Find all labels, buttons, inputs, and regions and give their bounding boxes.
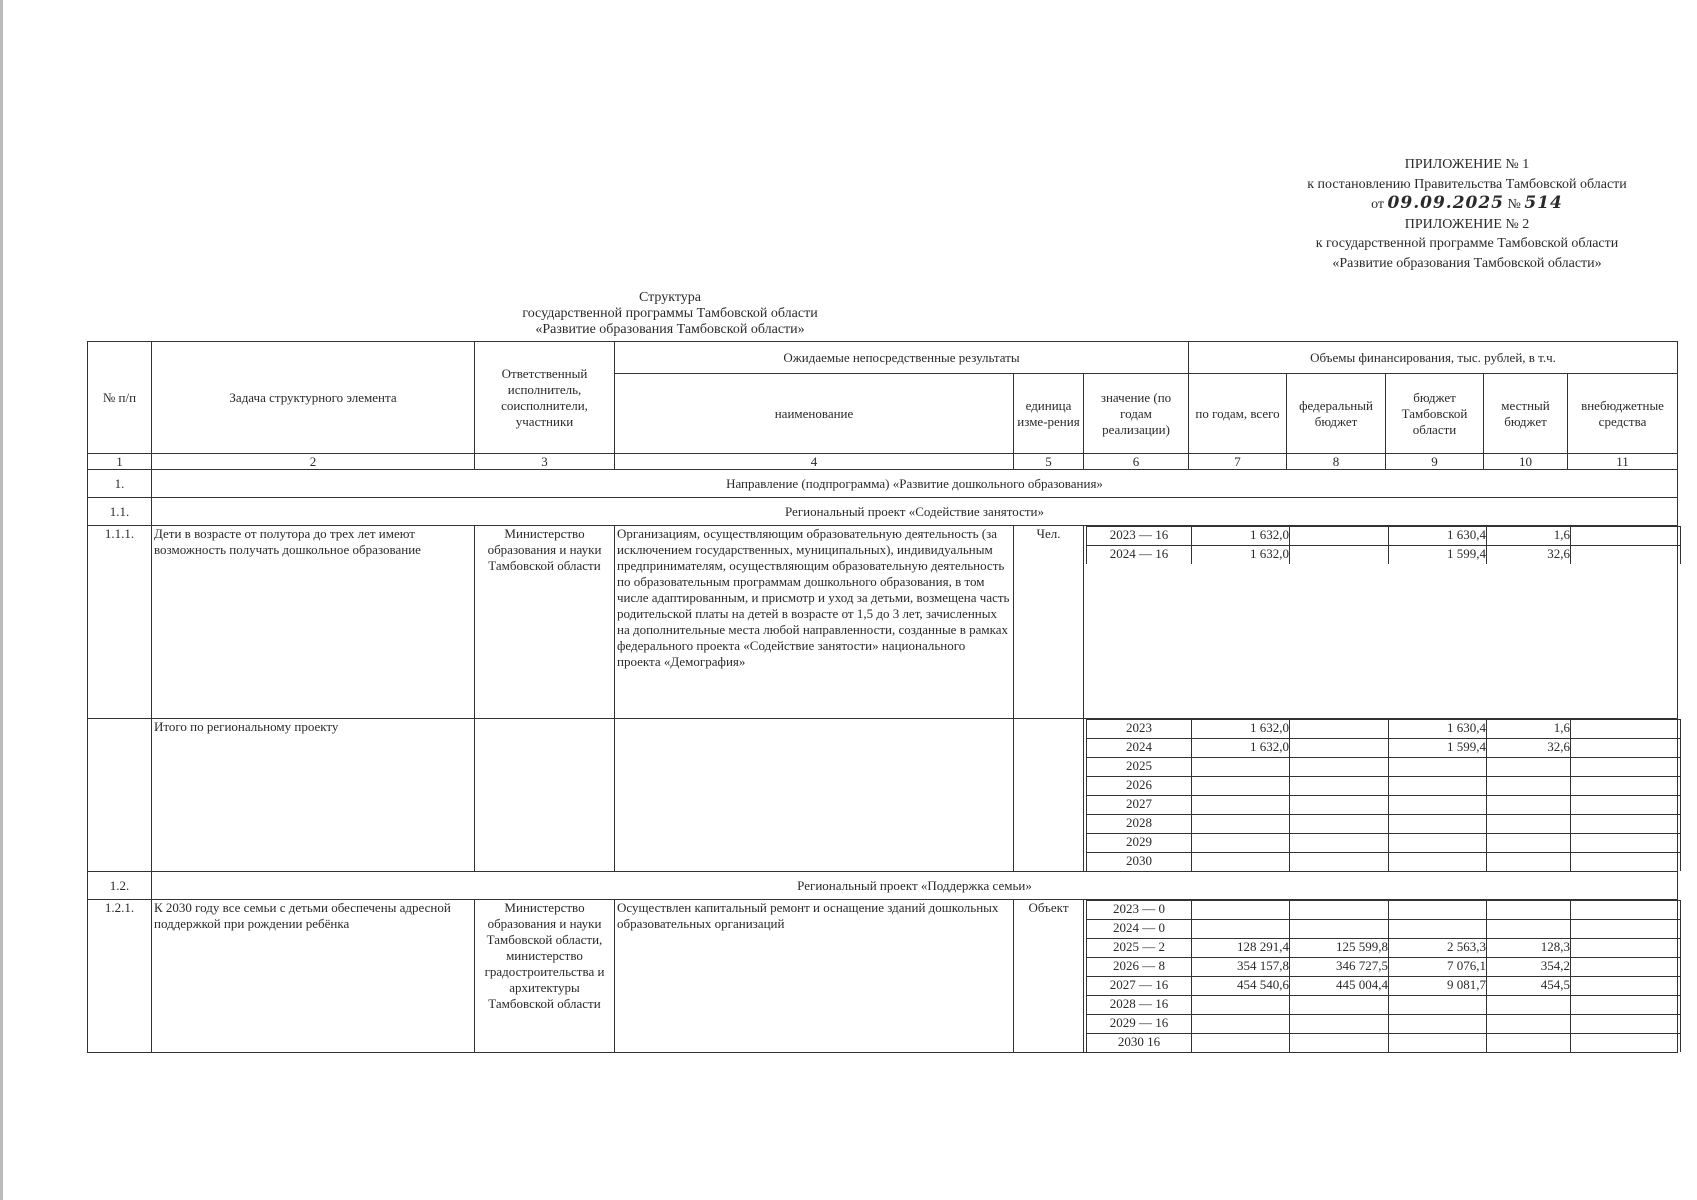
- col-header-total: по годам, всего: [1189, 374, 1287, 454]
- col-header-name: наименование: [615, 374, 1014, 454]
- year-regional: 7 076,1: [1389, 958, 1487, 977]
- year-value: 2026: [1087, 777, 1192, 796]
- row-num: 1.1.1.: [88, 526, 152, 719]
- title-line-3: «Развитие образования Тамбовской области»: [535, 322, 805, 337]
- year-regional: 9 081,7: [1389, 977, 1487, 996]
- year-total: [1192, 1034, 1290, 1053]
- year-value: 2030: [1087, 853, 1192, 872]
- project-title: Региональный проект «Поддержка семьи»: [152, 872, 1678, 900]
- year-extra: [1571, 739, 1681, 758]
- scan-edge: [0, 0, 3, 1200]
- row-total-label: Итого по региональному проекту: [152, 719, 475, 872]
- year-row: [1087, 834, 1681, 853]
- col-header-value: значение (по годам реализации): [1084, 374, 1189, 454]
- title-line-2: государственной программы Тамбовской области: [522, 306, 818, 321]
- col-number: 6: [1084, 454, 1189, 470]
- year-federal: [1290, 720, 1389, 739]
- year-federal: [1290, 853, 1389, 872]
- year-regional: [1389, 758, 1487, 777]
- year-local: 128,3: [1487, 939, 1571, 958]
- row-result: Осуществлен капитальный ремонт и оснащение зданий дошкольных образовательных организаций: [615, 900, 1014, 1053]
- year-row: [1087, 939, 1681, 958]
- year-regional: [1389, 834, 1487, 853]
- year-regional: [1389, 796, 1487, 815]
- year-value: 2024 — 0: [1087, 920, 1192, 939]
- year-total: [1192, 996, 1290, 1015]
- year-total: [1192, 901, 1290, 920]
- row-unit: [1014, 719, 1084, 872]
- year-extra: [1571, 720, 1681, 739]
- year-federal: [1290, 546, 1389, 565]
- years-table: [1086, 719, 1681, 871]
- col-header-regional: бюджет Тамбовской области: [1386, 374, 1484, 454]
- year-row: [1087, 901, 1681, 920]
- year-extra: [1571, 758, 1681, 777]
- year-extra: [1571, 834, 1681, 853]
- year-value: 2024: [1087, 739, 1192, 758]
- year-regional: [1389, 901, 1487, 920]
- year-value: 2028: [1087, 815, 1192, 834]
- year-federal: 125 599,8: [1290, 939, 1389, 958]
- year-row: [1087, 1015, 1681, 1034]
- year-value: 2027 — 16: [1087, 977, 1192, 996]
- document-title: [0, 290, 1340, 338]
- year-local: [1487, 1034, 1571, 1053]
- number-label: №: [1507, 197, 1521, 212]
- year-row: [1087, 815, 1681, 834]
- year-local: [1487, 777, 1571, 796]
- year-federal: [1290, 815, 1389, 834]
- year-row: [1087, 739, 1681, 758]
- year-extra: [1571, 920, 1681, 939]
- year-local: 1,6: [1487, 527, 1571, 546]
- year-total: 354 157,8: [1192, 958, 1290, 977]
- col-number: 11: [1568, 454, 1678, 470]
- year-row: [1087, 527, 1681, 546]
- section-num: 1.: [88, 470, 152, 498]
- year-extra: [1571, 815, 1681, 834]
- col-header-num: № п/п: [88, 342, 152, 454]
- year-value: 2029: [1087, 834, 1192, 853]
- year-extra: [1571, 527, 1681, 546]
- year-value: 2023 — 0: [1087, 901, 1192, 920]
- year-local: 32,6: [1487, 546, 1571, 565]
- year-regional: [1389, 815, 1487, 834]
- table-row-total: [88, 719, 1678, 872]
- year-local: [1487, 996, 1571, 1015]
- structure-table: [87, 341, 1678, 1053]
- year-federal: [1290, 777, 1389, 796]
- appendix-2-program: «Развитие образования Тамбовской области»: [1332, 255, 1602, 271]
- year-regional: 1 599,4: [1389, 739, 1487, 758]
- year-row: [1087, 777, 1681, 796]
- year-local: 1,6: [1487, 720, 1571, 739]
- years-table: [1086, 900, 1681, 1052]
- year-extra: [1571, 1034, 1681, 1053]
- year-total: 454 540,6: [1192, 977, 1290, 996]
- row-responsible: [475, 719, 615, 872]
- col-number: 8: [1287, 454, 1386, 470]
- year-federal: [1290, 996, 1389, 1015]
- year-value: 2023: [1087, 720, 1192, 739]
- col-header-unit: единица изме-рения: [1014, 374, 1084, 454]
- year-federal: [1290, 834, 1389, 853]
- year-extra: [1571, 777, 1681, 796]
- title-line-1: Структура: [638, 290, 702, 305]
- year-row: [1087, 853, 1681, 872]
- col-number: 3: [475, 454, 615, 470]
- row-years-block: [1084, 719, 1678, 872]
- project-row: [88, 498, 1678, 526]
- year-value: 2023 — 16: [1087, 527, 1192, 546]
- appendix-1-ref: к постановлению Правительства Тамбовской области: [1307, 176, 1627, 192]
- year-value: 2024 — 16: [1087, 546, 1192, 565]
- year-total: 1 632,0: [1192, 546, 1290, 565]
- year-value: 2029 — 16: [1087, 1015, 1192, 1034]
- year-regional: [1389, 996, 1487, 1015]
- year-total: 1 632,0: [1192, 739, 1290, 758]
- col-number: 1: [88, 454, 152, 470]
- year-extra: [1571, 977, 1681, 996]
- year-local: 354,2: [1487, 958, 1571, 977]
- row-task: Дети в возрасте от полутора до трех лет имеют возможность получать дошкольное образование: [152, 526, 475, 719]
- appendix-1-date-line: [1257, 194, 1677, 215]
- col-header-responsible: Ответственный исполнитель, соисполнители, участники: [475, 342, 615, 454]
- year-total: [1192, 853, 1290, 872]
- years-table: [1086, 526, 1681, 564]
- year-extra: [1571, 1015, 1681, 1034]
- col-number: 7: [1189, 454, 1287, 470]
- year-row: [1087, 720, 1681, 739]
- year-local: [1487, 901, 1571, 920]
- year-total: [1192, 777, 1290, 796]
- year-row: [1087, 920, 1681, 939]
- year-row: [1087, 977, 1681, 996]
- col-header-results: Ожидаемые непосредственные результаты: [615, 342, 1189, 374]
- row-unit: Чел.: [1014, 526, 1084, 719]
- year-total: 1 632,0: [1192, 720, 1290, 739]
- year-row: [1087, 546, 1681, 565]
- year-regional: 1 630,4: [1389, 720, 1487, 739]
- row-responsible: Министерство образования и науки Тамбовской области: [475, 526, 615, 719]
- year-value: 2025 — 2: [1087, 939, 1192, 958]
- year-value: 2030 16: [1087, 1034, 1192, 1053]
- project-title: Региональный проект «Содействие занятости»: [152, 498, 1678, 526]
- year-row: [1087, 796, 1681, 815]
- row-years-block: [1084, 526, 1678, 719]
- col-header-funding: Объемы финансирования, тыс. рублей, в т.ч.: [1189, 342, 1678, 374]
- handwritten-number: 514: [1524, 193, 1563, 213]
- project-num: 1.1.: [88, 498, 152, 526]
- year-local: [1487, 815, 1571, 834]
- col-number: 5: [1014, 454, 1084, 470]
- year-regional: [1389, 853, 1487, 872]
- year-federal: [1290, 739, 1389, 758]
- year-federal: [1290, 1015, 1389, 1034]
- year-total: [1192, 815, 1290, 834]
- year-local: [1487, 834, 1571, 853]
- section-row: [88, 470, 1678, 498]
- date-prefix: от: [1371, 197, 1385, 212]
- row-responsible: Министерство образования и науки Тамбовской области, министерство градостроительства и архитектуры Тамбовской области: [475, 900, 615, 1053]
- year-total: 128 291,4: [1192, 939, 1290, 958]
- year-federal: [1290, 1034, 1389, 1053]
- year-extra: [1571, 546, 1681, 565]
- year-federal: [1290, 796, 1389, 815]
- year-federal: 346 727,5: [1290, 958, 1389, 977]
- year-total: [1192, 834, 1290, 853]
- row-unit: Объект: [1014, 900, 1084, 1053]
- year-row: [1087, 958, 1681, 977]
- col-header-local: местный бюджет: [1484, 374, 1568, 454]
- year-local: [1487, 758, 1571, 777]
- col-number: 4: [615, 454, 1014, 470]
- appendix-2-title: ПРИЛОЖЕНИЕ № 2: [1404, 216, 1530, 232]
- year-extra: [1571, 939, 1681, 958]
- appendix-1-title: ПРИЛОЖЕНИЕ № 1: [1404, 157, 1530, 172]
- year-federal: [1290, 901, 1389, 920]
- table-row: [88, 900, 1678, 1053]
- year-local: [1487, 920, 1571, 939]
- year-federal: [1290, 758, 1389, 777]
- year-federal: [1290, 527, 1389, 546]
- year-extra: [1571, 996, 1681, 1015]
- year-value: 2025: [1087, 758, 1192, 777]
- col-number: 10: [1484, 454, 1568, 470]
- year-regional: 1 599,4: [1389, 546, 1487, 565]
- year-row: [1087, 1034, 1681, 1053]
- handwritten-date: 09.09.2025: [1387, 193, 1505, 213]
- year-regional: [1389, 920, 1487, 939]
- column-numbers-row: [88, 454, 1678, 470]
- year-total: [1192, 796, 1290, 815]
- year-regional: [1389, 777, 1487, 796]
- year-total: [1192, 758, 1290, 777]
- col-header-task: Задача структурного элемента: [152, 342, 475, 454]
- appendix-2-ref: к государственной программе Тамбовской области: [1315, 236, 1619, 251]
- col-number: 9: [1386, 454, 1484, 470]
- table-row: [88, 526, 1678, 719]
- year-federal: [1290, 920, 1389, 939]
- col-number: 2: [152, 454, 475, 470]
- year-local: [1487, 853, 1571, 872]
- year-local: 32,6: [1487, 739, 1571, 758]
- row-num: 1.2.1.: [88, 900, 152, 1053]
- row-years-block: [1084, 900, 1678, 1053]
- year-value: 2027: [1087, 796, 1192, 815]
- year-regional: 2 563,3: [1389, 939, 1487, 958]
- year-federal: 445 004,4: [1290, 977, 1389, 996]
- year-local: [1487, 1015, 1571, 1034]
- year-value: 2026 — 8: [1087, 958, 1192, 977]
- year-local: [1487, 796, 1571, 815]
- project-num: 1.2.: [88, 872, 152, 900]
- year-row: [1087, 996, 1681, 1015]
- year-regional: [1389, 1015, 1487, 1034]
- year-total: [1192, 1015, 1290, 1034]
- year-local: 454,5: [1487, 977, 1571, 996]
- year-extra: [1571, 958, 1681, 977]
- year-extra: [1571, 853, 1681, 872]
- row-num: [88, 719, 152, 872]
- year-regional: 1 630,4: [1389, 527, 1487, 546]
- col-header-extra: внебюджетные средства: [1568, 374, 1678, 454]
- year-extra: [1571, 901, 1681, 920]
- section-title: Направление (подпрограмма) «Развитие дошкольного образования»: [152, 470, 1678, 498]
- col-header-federal: федеральный бюджет: [1287, 374, 1386, 454]
- row-result: [615, 719, 1014, 872]
- year-total: 1 632,0: [1192, 527, 1290, 546]
- year-total: [1192, 920, 1290, 939]
- year-extra: [1571, 796, 1681, 815]
- row-result: Организациям, осуществляющим образовательную деятельность (за исключением государственных, муниципальных), индивидуальным предпринимателям, осуществляющим образовательную деятельность по образовательным программам дошкольного образования, в том числе адаптированным, и присмотр и уход за детьми, возмещена часть родительской платы на детей в возрасте от 1,5 до 3 лет, зачисленных на дополнительные места любой направленности, созданные в рамках федерального проекта «Содействие занятости» национального проекта «Демография»: [615, 526, 1014, 719]
- appendix-header: [1257, 155, 1677, 273]
- year-value: 2028 — 16: [1087, 996, 1192, 1015]
- row-task: К 2030 году все семьи с детьми обеспечены адресной поддержкой при рождении ребёнка: [152, 900, 475, 1053]
- year-row: [1087, 758, 1681, 777]
- year-regional: [1389, 1034, 1487, 1053]
- project-row: [88, 872, 1678, 900]
